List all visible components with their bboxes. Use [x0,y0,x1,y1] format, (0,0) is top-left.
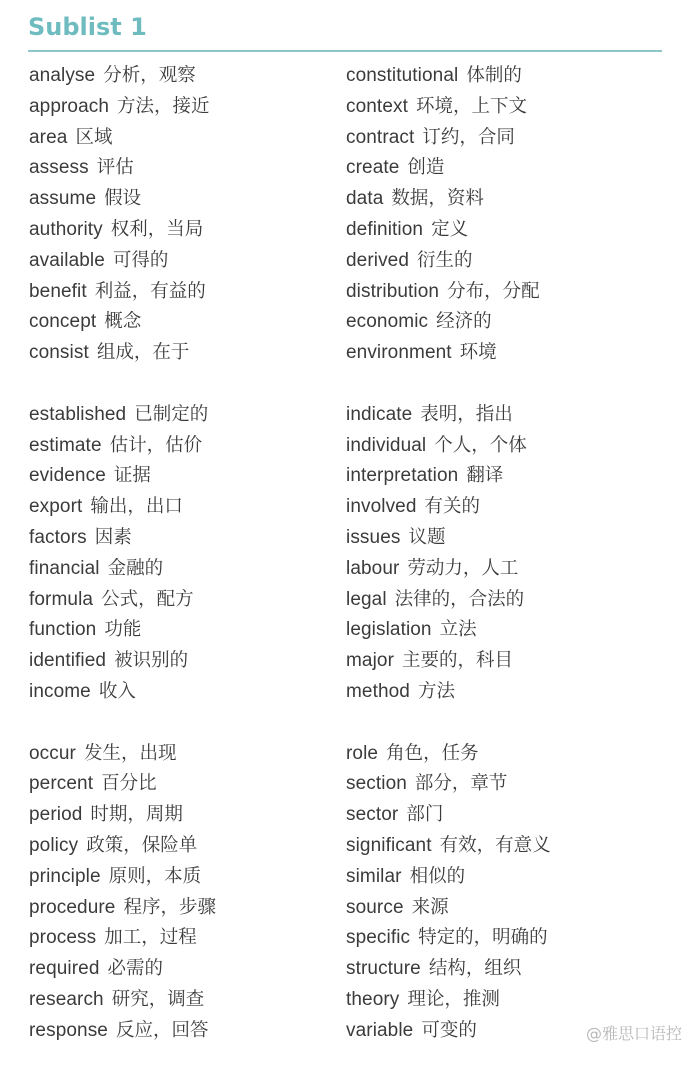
vocab-entry [346,153,666,184]
vocab-entry [29,554,329,585]
word-group [346,739,666,1047]
english-word: percent [29,773,94,795]
vocab-entry [346,862,666,893]
word-group [29,739,329,1047]
english-word: legislation [346,619,432,641]
chinese-translation: 可变的 [421,1019,477,1041]
chinese-translation: 体制的 [466,65,522,86]
chinese-translation: 研究，调查 [111,988,205,1010]
vocab-entry [346,615,666,646]
vocab-entry [346,61,666,92]
english-word: derived [346,249,410,271]
english-word: similar [346,865,402,887]
chinese-translation: 金融的 [107,557,164,579]
chinese-translation: 有效，有意义 [439,834,551,856]
vocab-entry [346,492,666,523]
vocab-entry [29,153,329,184]
vocab-entry [29,246,329,277]
chinese-translation: 订约，合同 [422,126,515,148]
vocab-entry [346,246,666,277]
vocab-entry [29,123,329,154]
english-word: environment [346,342,452,364]
vocab-entry [29,215,329,246]
chinese-translation: 因素 [94,526,132,548]
chinese-translation: 角色，任务 [386,742,479,764]
english-word: benefit [29,280,87,302]
chinese-translation: 政策，保险单 [86,834,198,856]
chinese-translation: 时期，周期 [90,804,183,826]
english-word: data [346,188,384,210]
chinese-translation: 概念 [104,311,142,333]
vocab-entry [29,923,329,954]
vocab-entry [346,554,666,585]
vocab-entry [346,769,666,800]
vocab-entry [29,985,329,1016]
english-word: available [29,249,105,271]
english-word: individual [346,434,427,456]
vocab-entry [346,400,666,431]
vocab-entry [29,1016,329,1047]
chinese-translation: 功能 [104,619,142,641]
english-word: create [346,157,400,179]
vocab-entry [29,461,329,492]
chinese-translation: 立法 [439,619,477,641]
chinese-translation: 结构，组织 [428,958,522,980]
english-word: involved [346,496,417,518]
english-word: authority [29,218,103,240]
vocab-entry [29,739,329,770]
vocab-entry [29,184,329,215]
vocab-entry [29,585,329,616]
vocab-entry [346,215,666,246]
english-word: required [29,958,100,980]
english-word: constitutional [346,65,459,86]
vocab-entry [29,769,329,800]
word-group [29,61,329,369]
vocab-entry [29,307,329,338]
chinese-translation: 衍生的 [417,249,473,271]
chinese-translation: 环境，上下文 [415,95,527,117]
vocab-entry [346,985,666,1016]
vocab-entry [29,893,329,924]
english-word: principle [29,865,101,887]
word-group [346,61,666,369]
chinese-translation: 发生，出现 [83,742,177,764]
english-word: assess [29,157,89,179]
chinese-translation: 经济的 [436,311,492,333]
chinese-translation: 评估 [96,157,134,179]
chinese-translation: 部分，章节 [414,773,508,795]
chinese-translation: 原则，本质 [108,865,202,887]
header [28,8,662,52]
vocab-entry [29,862,329,893]
chinese-translation: 劳动力，人工 [407,557,519,579]
english-word: approach [29,95,110,117]
vocab-entry [29,954,329,985]
vocab-entry [29,492,329,523]
vocab-entry [346,523,666,554]
english-word: estimate [29,434,102,456]
english-word: assume [29,188,97,210]
english-word: identified [29,650,107,672]
vocab-entry [346,431,666,462]
chinese-translation: 区域 [75,126,113,148]
vocab-entry [29,646,329,677]
english-word: procedure [29,896,116,918]
vocab-entry [346,307,666,338]
vocab-entry [29,277,329,308]
english-word: contract [346,126,415,148]
vocab-entry [346,800,666,831]
vocab-entry [346,338,666,369]
chinese-translation: 利益，有益的 [94,280,206,302]
chinese-translation: 分析，观察 [103,65,196,86]
english-word: response [29,1019,108,1041]
vocab-entry [29,338,329,369]
english-word: interpretation [346,465,459,487]
vocab-entry [346,277,666,308]
chinese-translation: 翻译 [466,465,504,487]
english-word: major [346,650,395,672]
vocab-entry [346,923,666,954]
english-word: theory [346,988,400,1010]
chinese-translation: 被识别的 [114,650,189,672]
english-word: distribution [346,280,440,302]
english-word: significant [346,834,432,856]
english-word: factors [29,526,87,548]
chinese-translation: 方法，接近 [117,95,210,117]
vocab-entry [346,92,666,123]
english-word: structure [346,958,421,980]
english-word: area [29,126,68,148]
vocab-entry [29,61,329,92]
chinese-translation: 假设 [104,188,142,210]
chinese-translation: 方法 [417,680,455,702]
chinese-translation: 主要的，科目 [402,650,514,672]
chinese-translation: 权利，当局 [110,218,204,240]
english-word: established [29,403,127,425]
chinese-translation: 分布，分配 [447,280,540,302]
english-word: research [29,988,104,1010]
vocab-entry [346,646,666,677]
chinese-translation: 程序，步骤 [123,896,216,918]
english-word: income [29,680,91,702]
chinese-translation: 特定的，明确的 [418,927,548,949]
vocab-entry [346,677,666,708]
english-word: section [346,773,407,795]
english-word: legal [346,588,387,610]
chinese-translation: 环境 [459,342,497,364]
english-word: occur [29,742,76,764]
english-word: financial [29,557,100,579]
english-word: period [29,804,83,826]
chinese-translation: 有关的 [424,496,481,518]
word-group [346,400,666,708]
vocab-entry [346,585,666,616]
chinese-translation: 百分比 [101,773,157,795]
vocab-entry [346,184,666,215]
english-word: indicate [346,403,413,425]
english-word: method [346,680,410,702]
english-word: specific [346,927,411,949]
page-title: Sublist 1 [28,13,147,41]
english-word: variable [346,1019,414,1041]
chinese-translation: 已制定的 [134,403,209,425]
english-word: context [346,95,408,117]
chinese-translation: 表明，指出 [420,403,513,425]
vocab-entry [346,954,666,985]
english-word: process [29,927,97,949]
chinese-translation: 定义 [431,218,469,240]
left-column [29,61,329,1077]
chinese-translation: 数据，资料 [391,188,484,210]
vocab-entry [29,400,329,431]
english-word: issues [346,526,401,548]
vocab-entry [29,831,329,862]
vocab-entry [346,739,666,770]
english-word: concept [29,311,97,333]
vocab-entry [29,800,329,831]
chinese-translation: 反应，回答 [115,1019,209,1041]
chinese-translation: 部门 [406,804,444,826]
watermark: @雅思口语控 [585,1024,682,1043]
chinese-translation: 证据 [113,465,151,487]
english-word: function [29,619,97,641]
vocab-entry [29,523,329,554]
english-word: sector [346,804,399,826]
english-word: economic [346,311,429,333]
right-column [346,61,666,1077]
vocab-entry [346,461,666,492]
english-word: export [29,496,83,518]
chinese-translation: 可得的 [112,249,169,271]
chinese-translation: 议题 [408,526,446,548]
chinese-translation: 理论，推测 [407,988,500,1010]
vocab-entry [29,431,329,462]
chinese-translation: 公式，配方 [101,588,194,610]
vocab-entry [29,677,329,708]
english-word: definition [346,218,424,240]
chinese-translation: 相似的 [409,865,466,887]
chinese-translation: 加工，过程 [104,927,197,949]
english-word: source [346,896,404,918]
chinese-translation: 组成，在于 [96,342,190,364]
chinese-translation: 估计，估价 [109,434,203,456]
english-word: formula [29,588,94,610]
english-word: role [346,742,379,764]
chinese-translation: 必需的 [107,958,164,980]
english-word: labour [346,557,400,579]
word-group [29,400,329,708]
chinese-translation: 收入 [98,680,136,702]
vocab-entry [29,92,329,123]
english-word: analyse [29,65,96,86]
vocab-entry [29,615,329,646]
english-word: evidence [29,465,106,487]
chinese-translation: 来源 [411,896,449,918]
vocab-entry [346,893,666,924]
english-word: consist [29,342,89,364]
chinese-translation: 输出，出口 [90,496,183,518]
vocab-entry [346,831,666,862]
chinese-translation: 创造 [407,157,445,179]
vocab-entry [346,123,666,154]
chinese-translation: 法律的，合法的 [394,588,525,610]
english-word: policy [29,834,79,856]
chinese-translation: 个人，个体 [434,434,527,456]
